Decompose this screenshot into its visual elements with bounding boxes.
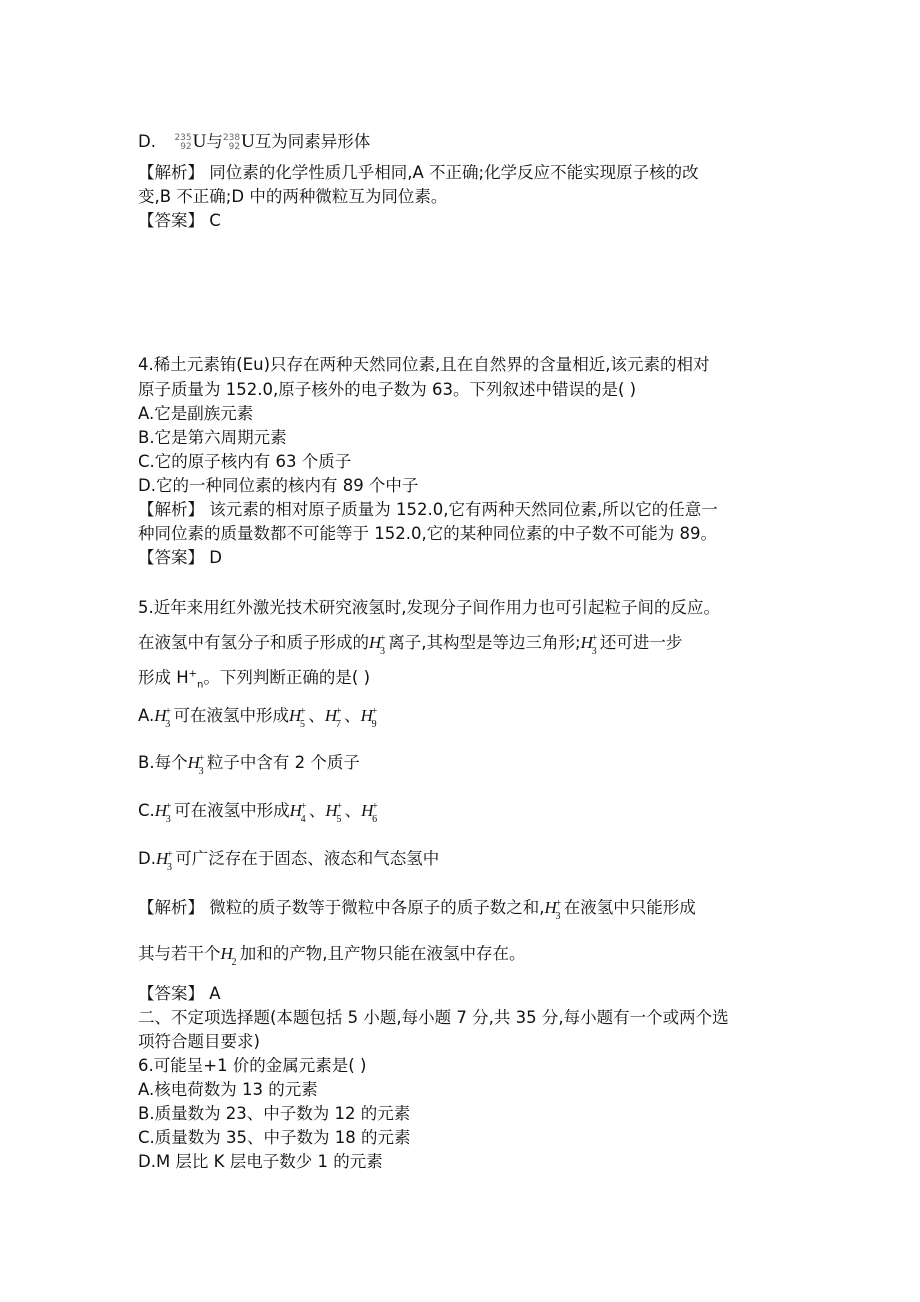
q6-option-c: C.质量数为 35、中子数为 18 的元素 <box>138 1128 411 1147</box>
q4-option-d: D.它的一种同位素的核内有 89 个中子 <box>138 476 419 495</box>
q5-option-b: B.每个H + 3 粒子中含有 2 个质子 <box>138 753 360 777</box>
q4-answer: 【答案】 D <box>138 548 222 567</box>
h3-plus-ion: H + 3 <box>580 633 598 657</box>
q4-stem-line1: 4.稀土元素铕(Eu)只存在两种天然同位素,且在自然界的含量相近,该元素的相对 <box>138 355 710 374</box>
isotope-u238-label: 238 92 <box>222 132 241 152</box>
q6-option-b: B.质量数为 23、中子数为 12 的元素 <box>138 1104 411 1123</box>
q5-stem-line3: 形成 $H^+_n$。下列判断正确的是( ) <box>138 668 371 691</box>
q5-analysis-line1: 【解析】 微粒的质子数等于微粒中各原子的质子数之和,H + 3 在液氢中只能形成 <box>138 898 696 922</box>
q5-answer: 【答案】 A <box>138 984 221 1003</box>
q3-analysis-line1: 【解析】 同位素的化学性质几乎相同,A 不正确;化学反应不能实现原子核的改 <box>138 163 699 182</box>
q4-analysis-line1: 【解析】 该元素的相对原子质量为 152.0,它有两种天然同位素,所以它的任意一 <box>138 500 718 519</box>
q5-stem-line1: 5.近年来用红外激光技术研究液氢时,发现分子间作用力也可引起粒子间的反应。 <box>138 598 720 617</box>
q4-analysis-line2: 种同位素的质量数都不可能等于 152.0,它的某种同位素的中子数不可能为 89。 <box>138 524 717 543</box>
section2-heading-line2: 项符合题目要求) <box>138 1032 260 1051</box>
q4-option-a: A.它是副族元素 <box>138 404 254 423</box>
q3-option-d: D. 235 92U与238 92U互为同素异形体 <box>138 131 371 152</box>
q4-stem-line2: 原子质量为 152.0,原子核外的电子数为 63。下列叙述中错误的是( ) <box>138 380 637 399</box>
q6-option-a: A.核电荷数为 13 的元素 <box>138 1080 318 1099</box>
q5-option-d: D.H + 3 可广泛存在于固态、液态和气态氢中 <box>138 849 440 873</box>
q3-answer: 【答案】 C <box>138 211 221 230</box>
q4-option-c: C.它的原子核内有 63 个质子 <box>138 452 352 471</box>
q5-option-c: C.H + 3 可在液氢中形成H + 4 、H + 5 、H + 6 <box>138 801 378 825</box>
isotope-u235-label: 235 92 <box>174 132 192 152</box>
uranium-symbol: U <box>241 131 255 152</box>
q5-analysis-line2: 其与若干个H 2 加和的产物,且产物只能在液氢中存在。 <box>138 944 526 968</box>
q6-stem: 6.可能呈+1 价的金属元素是( ) <box>138 1056 367 1075</box>
q6-option-d: D.M 层比 K 层电子数少 1 的元素 <box>138 1152 383 1171</box>
q4-option-b: B.它是第六周期元素 <box>138 428 287 447</box>
q5-option-a: A.H + 3 可在液氢中形成H + 5 、H + 7 、H + 9 <box>138 706 378 730</box>
q5-stem-line2: 在液氢中有氢分子和质子形成的H + 3 离子,其构型是等边三角形;H + 3 还可进一步 <box>138 633 683 657</box>
q3-analysis-line2: 变,B 不正确;D 中的两种微粒互为同位素。 <box>138 187 448 206</box>
uranium-symbol: U <box>192 131 207 152</box>
section2-heading-line1: 二、不定项选择题(本题包括 5 小题,每小题 7 分,共 35 分,每小题有一个或两个选 <box>138 1008 729 1027</box>
h3-plus-ion: H + 3 <box>369 633 386 657</box>
